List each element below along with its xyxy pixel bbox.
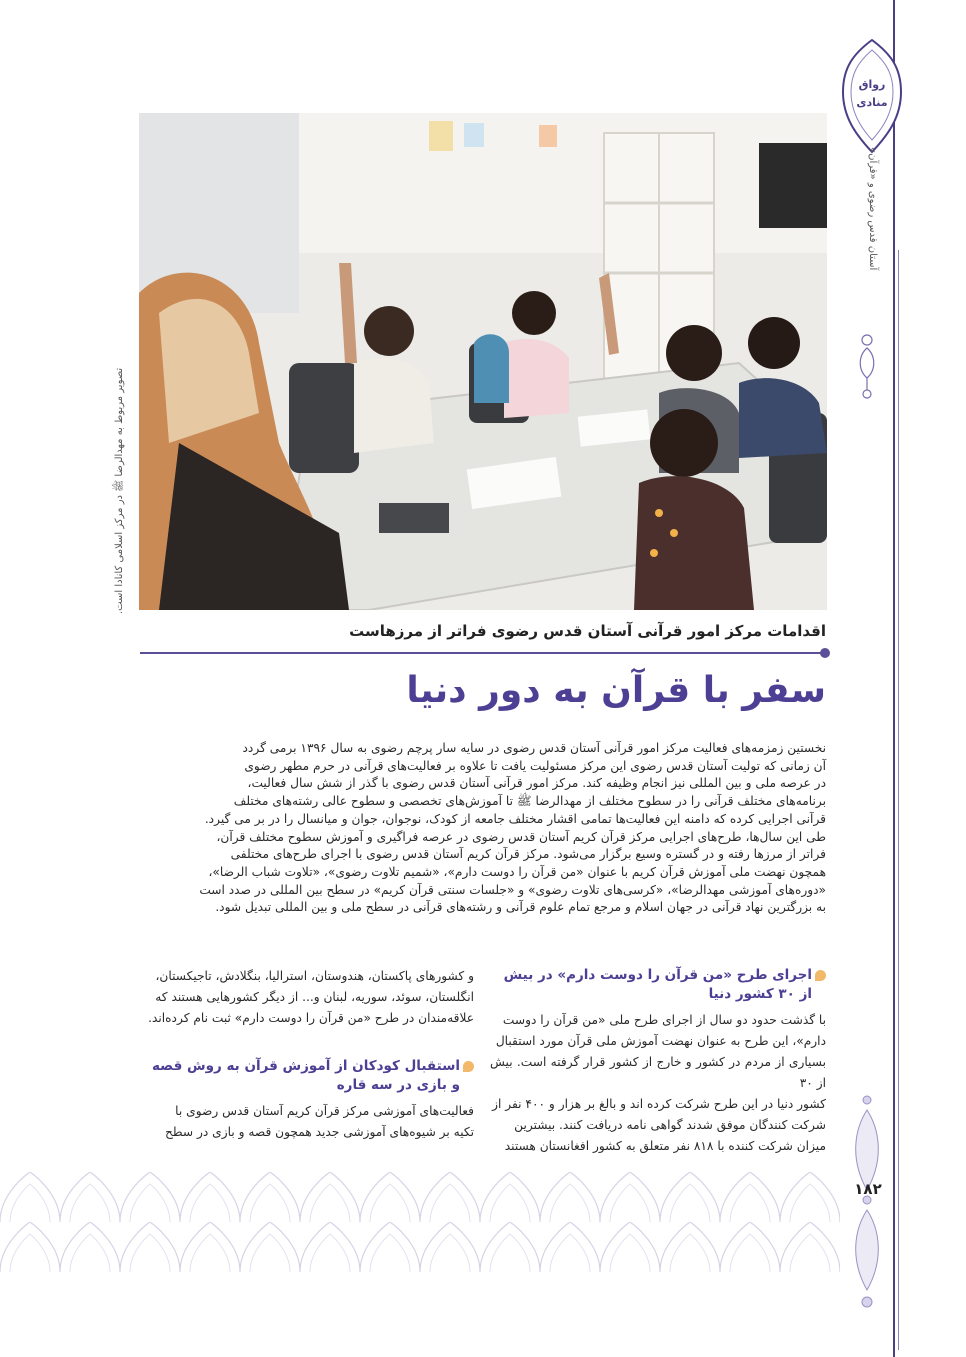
body-line: تکیه بر شیوه‌های آموزشی جدید همچون قصه و بازی در سطح [165,1125,474,1139]
magazine-logo [839,36,905,156]
column-right [490,966,826,1166]
section-body [140,1101,474,1143]
page-number: ۱۸۲ [854,1180,882,1198]
heading-bullet-icon [815,970,826,981]
intro-line: آن زمانی که تولیت آستان قدس رضوی این مرکز مسئولیت یافت تا علاوه بر فعالیت‌های قرآنی در حرم مطهر رضوی [244,758,826,773]
intro-line: برنامه‌های مختلف قرآنی را در سطوح مختلف از مهدالرضا ﷺ تا آموزش‌های تخصصی و سطوح عالی رشته‌های مختلف [233,794,826,809]
margin-rule [893,0,895,1357]
svg-text:رواق: رواق [858,78,886,91]
body-line: علاقه‌مندان در طرح «من قرآن را دوست دارم» ثبت نام کرده‌اند. [148,1011,474,1025]
running-header: آستان قدس رضوی و «قرآن» [867,146,878,270]
intro-line: نخستین زمزمه‌های فعالیت مرکز امور قرآنی آستان قدس رضوی در سایه سار پرچم رضوی به سال ۱۳۹۶ برمی گردد [242,741,826,755]
intro-line: همچون نهضت ملی آموزش قرآن کریم با عنوان «من قرآن را دوست دارم»، «شمیم تلاوت رضوی»، «تلاوت شباب الرضا»، [208,864,826,879]
body-line: دارم»، این طرح به عنوان نهضت آموزش ملی قرآن مورد استقبال [495,1034,826,1048]
classroom-photo [139,113,827,610]
body-line: با گذشت حدود دو سال از اجرای طرح ملی «من قرآن را دوست [502,1013,826,1027]
svg-text:منادی: منادی [856,96,888,109]
margin-rule-inner [898,250,899,1350]
body-line: بسیاری از مردم در کشور و خارج از کشور قرار گرفته است. بیش از ۳۰ [490,1055,826,1090]
body-line: و کشورهای پاکستان، هندوستان، استرالیا، بنگلادش، تاجیکستان، [155,969,474,983]
body-line: انگلستان، سوئد، سوریه، لبنان و... از دیگر کشورهایی هستند که [155,990,474,1004]
intro-line: قرآنی اجرایی کرده که دامنه این فعالیت‌ها تمامی اقشار مختلف جامعه از کودک، نوجوان، جوان و میانسال را در بر می گیرد. [204,811,826,826]
body-line: فعالیت‌های آموزشی مرکز قرآن کریم آستان قدس رضوی با [175,1104,474,1118]
title-divider [140,652,826,654]
decorative-pattern [0,1172,840,1272]
intro-line: در عرصه ملی و بین المللی نیز انجام وظیفه کند. مرکز امور قرآنی آستان قدس رضوی با گذر از شش سال فعالیت، [247,776,826,791]
section-heading-text: اجرای طرح «من قرآن را دوست دارم» در بیش از ۳۰ کشور دنیا [503,967,812,1002]
article-supertitle: اقدامات مرکز امور قرآنی آستان قدس رضوی فراتر از مرزهاست [349,622,826,640]
article-title: سفر با قرآن به دور دنیا [406,670,826,711]
heading-bullet-icon [463,1061,474,1072]
body-line: میزان شرکت کننده با ۸۱۸ نفر متعلق به کشور افغانستان هستند [504,1139,826,1153]
body-line: شرکت کنندگان موفق شدند گواهی نامه دریافت کنند. بیشترین [514,1118,826,1132]
intro-line: «دوره‌های آموزشی مهدالرضا»، «کرسی‌های تلاوت رضوی» و «جلسات سنتی قرآن کریم» در سطح بین المللی در صدد است [199,882,826,897]
section-heading [490,966,826,1004]
photo-credit: تصویر مربوط به مهدالرضا ﷺ در مرکز اسلامی کانادا است. [114,368,125,615]
column-left [140,966,474,1166]
intro-paragraph [140,740,826,940]
section-body [490,1010,826,1157]
intro-line: فراتر از مرزها رفته و در گستره وسیع برگزار می‌شود. مرکز قرآن کریم آستان قدس رضوی با اجرای طرح‌های مختلفی [230,847,826,862]
intro-line: به بزرگترین نهاد قرآنی در جهان اسلام و مرجع تمام علوم قرآنی و رشته‌های قرآنی در سطح ملی و بین المللی تبدیل شود. [215,900,826,915]
title-divider-dot [820,648,830,658]
section-heading-text: استقبال کودکان از آموزش قرآن به روش قصه و بازی در سه قاره [151,1058,460,1093]
continuation-body [140,966,474,1029]
intro-line: طی این سال‌ها، طرح‌های اجرایی مرکز قرآن کریم آستان قدس رضوی در عرصه فراگیری و آموزش سطوح مختلف قرآن، [216,829,826,844]
section-heading [140,1057,474,1095]
body-line: کشور دنیا در این طرح شرکت کرده اند و بالغ بر هزار و ۴۰۰ نفر از [492,1097,826,1111]
